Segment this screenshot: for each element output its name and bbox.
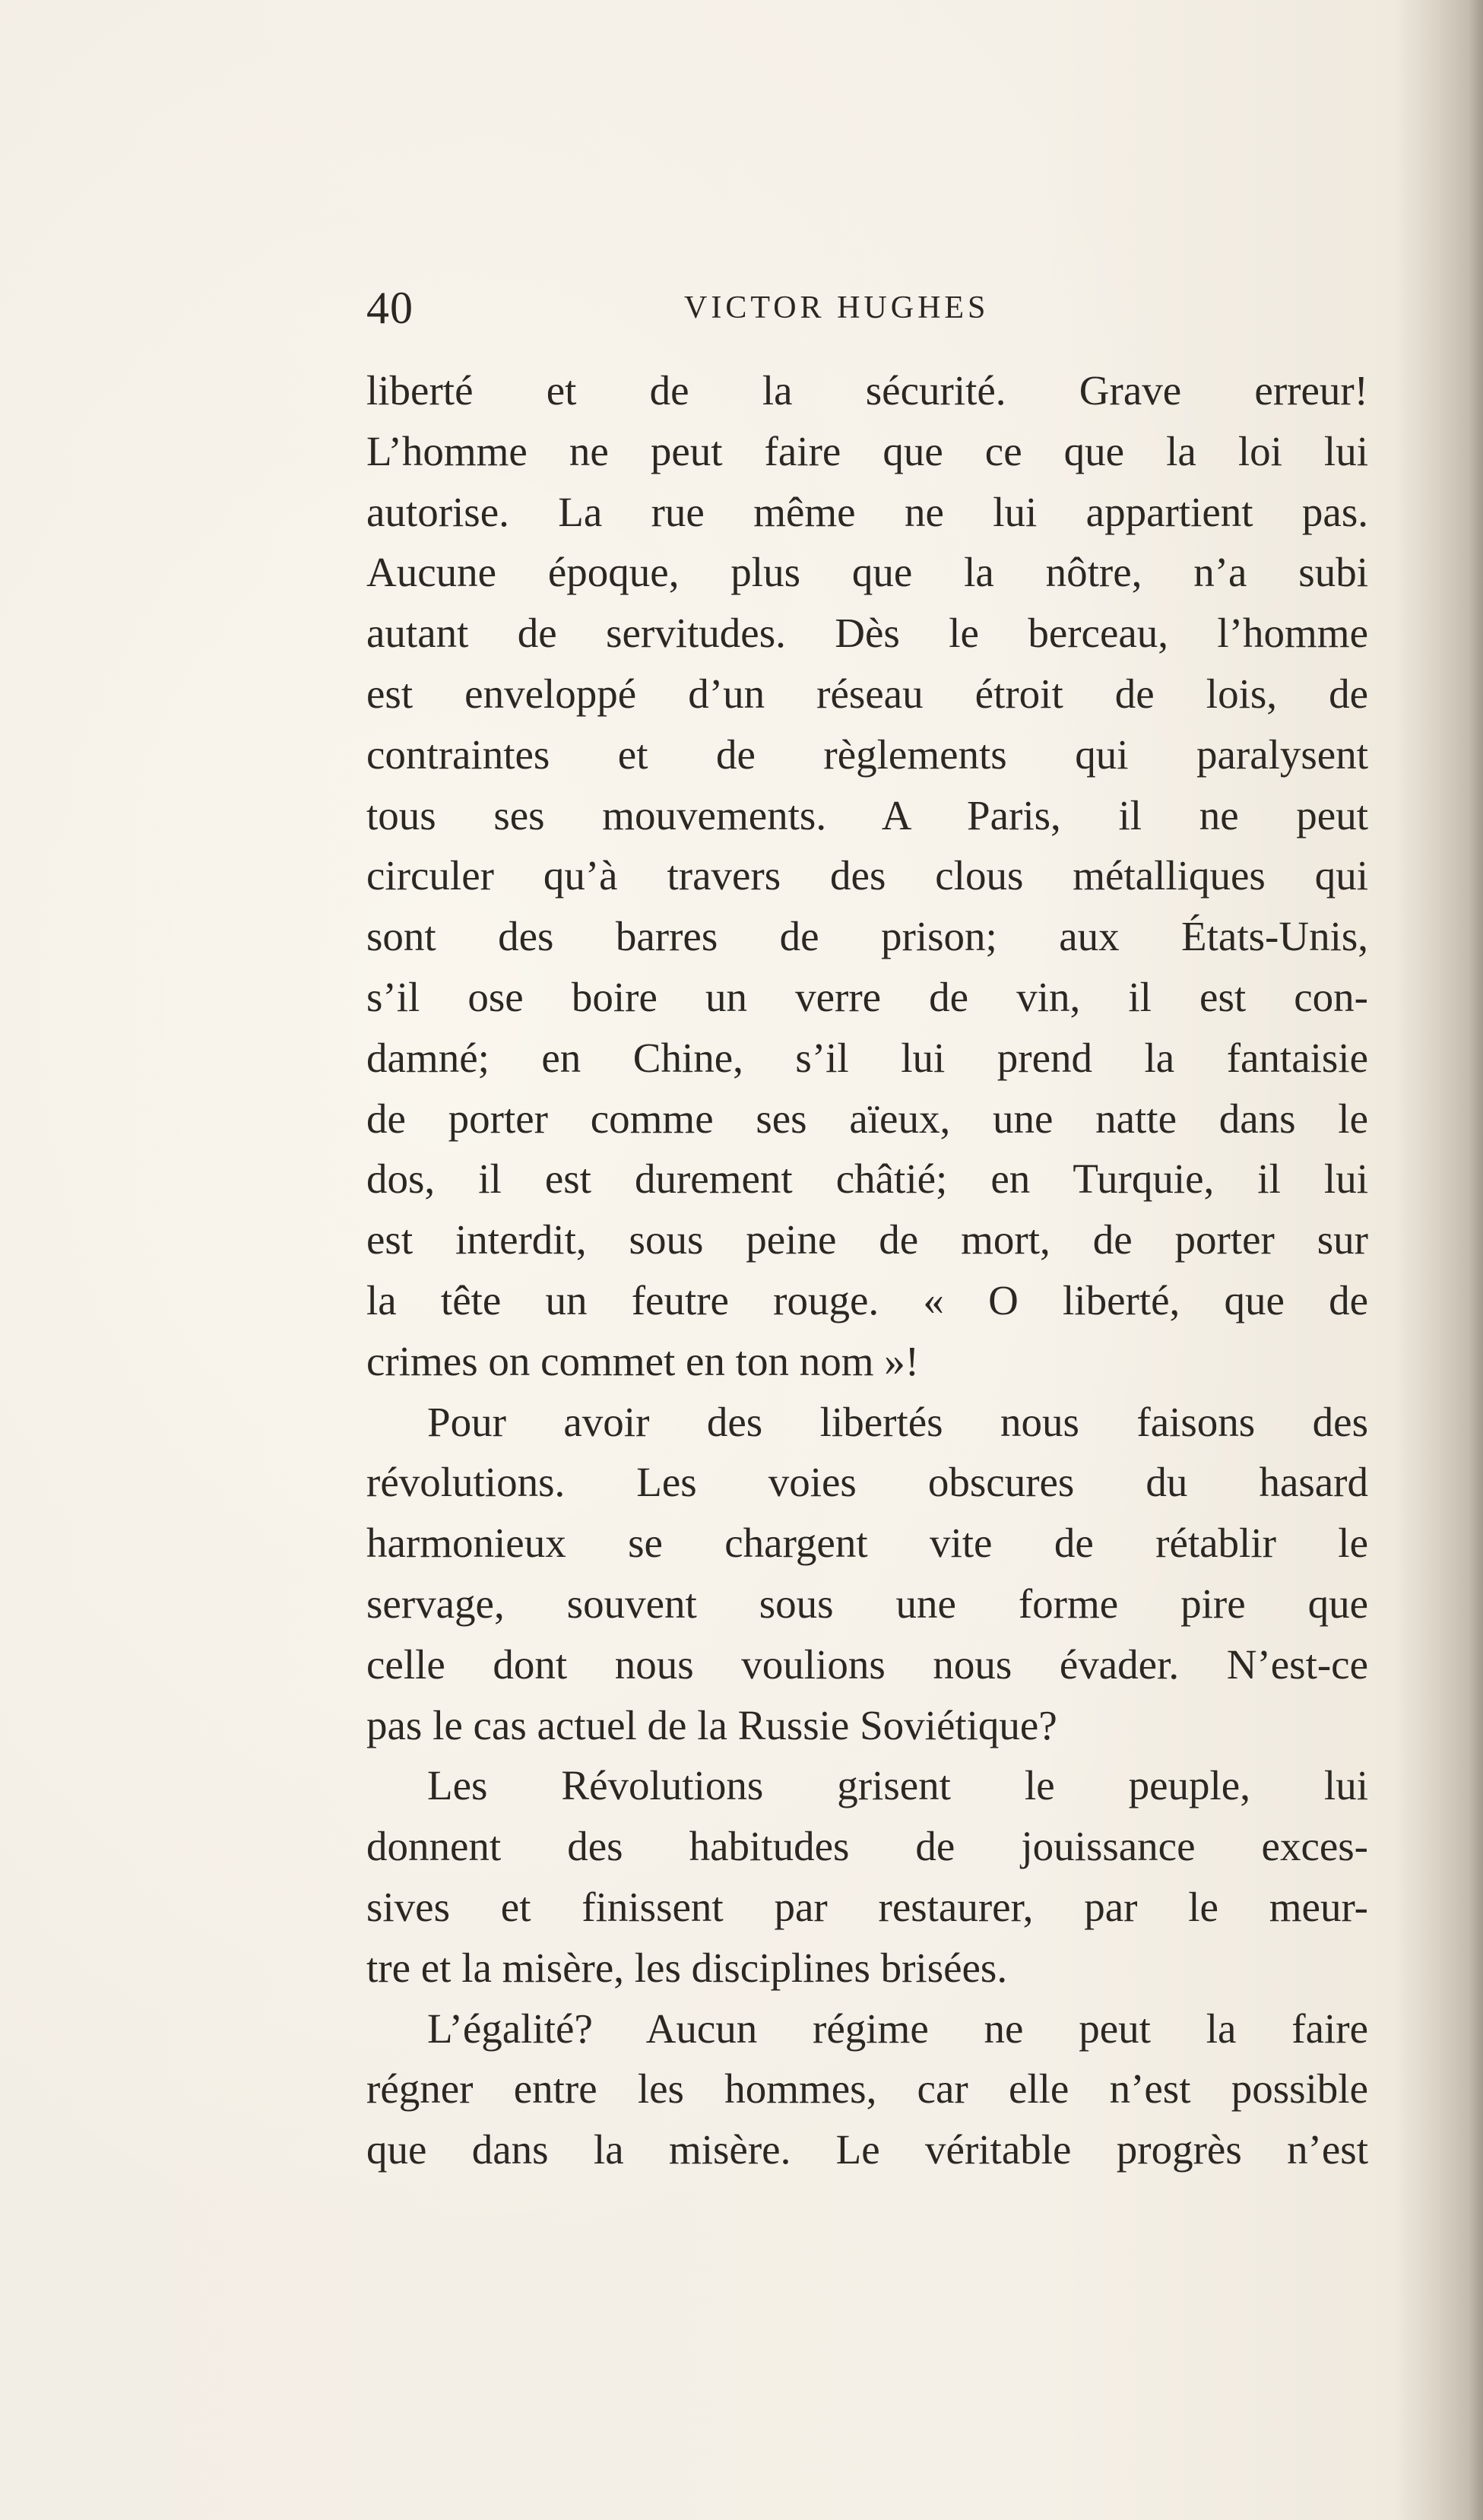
text-line: damné; en Chine, s’il lui prend la fantaisie: [366, 1034, 1368, 1081]
text-line: dos, il est durement châtié; en Turquie, il lui: [366, 1155, 1368, 1203]
text-line: L’égalité? Aucun régime ne peut la faire: [427, 2005, 1368, 2052]
text-line: tous ses mouvements. A Paris, il ne peut: [366, 791, 1368, 838]
page-edge-shadow: [1469, 0, 1483, 2520]
text-line: Les Révolutions grisent le peuple, lui: [427, 1762, 1368, 1809]
text-line: s’il ose boire un verre de vin, il est con-: [366, 973, 1368, 1020]
text-line: harmonieux se chargent vite de rétablir le: [366, 1520, 1368, 1567]
page-number: 40: [366, 283, 414, 333]
page-header: [366, 277, 1370, 346]
text-line: est interdit, sous peine de mort, de porter sur: [366, 1216, 1368, 1263]
text-line: révolutions. Les voies obscures du hasard: [366, 1459, 1368, 1506]
text-line: Aucune époque, plus que la nôtre, n’a subi: [366, 549, 1368, 596]
text-line: est enveloppé d’un réseau étroit de lois, de: [366, 670, 1368, 717]
text-line: autorise. La rue même ne lui appartient pas.: [366, 488, 1368, 535]
text-line: celle dont nous voulions nous évader. N’est-ce: [366, 1640, 1368, 1688]
text-line: circuler qu’à travers des clous métalliques qui: [366, 852, 1368, 899]
text-line: liberté et de la sécurité. Grave erreur!: [366, 367, 1368, 414]
text-line: crimes on commet en ton nom »!: [366, 1337, 920, 1384]
text-line: sives et finissent par restaurer, par le meur-: [366, 1883, 1368, 1930]
running-head: VICTOR HUGHES: [684, 290, 990, 325]
text-line: autant de servitudes. Dès le berceau, l’homme: [366, 610, 1368, 657]
text-line: la tête un feutre rouge. « O liberté, que de: [366, 1276, 1368, 1323]
text-line: L’homme ne peut faire que ce que la loi lui: [366, 427, 1368, 474]
text-line: que dans la misère. Le véritable progrès n’est: [366, 2126, 1368, 2173]
body-text: [366, 360, 1368, 2180]
text-line: régner entre les hommes, car elle n’est possible: [366, 2065, 1368, 2113]
text-line: sont des barres de prison; aux États-Unis,: [366, 913, 1368, 960]
text-line: tre et la misère, les disciplines brisées.: [366, 1944, 1008, 1991]
text-line: pas le cas actuel de la Russie Soviétique?: [366, 1701, 1057, 1748]
text-line: donnent des habitudes de jouissance exces-: [366, 1823, 1368, 1870]
text-line: contraintes et de règlements qui paralysent: [366, 731, 1368, 778]
text-line: de porter comme ses aïeux, une natte dans le: [366, 1095, 1368, 1142]
text-line: servage, souvent sous une forme pire que: [366, 1580, 1368, 1627]
text-line: Pour avoir des libertés nous faisons des: [427, 1398, 1368, 1445]
